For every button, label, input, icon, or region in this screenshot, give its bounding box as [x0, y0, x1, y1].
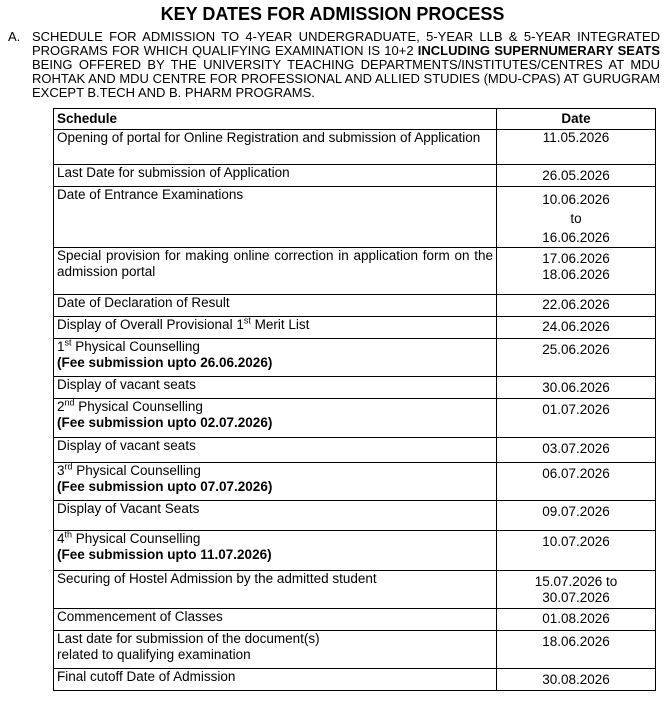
table-row — [54, 165, 656, 187]
schedule-cell — [54, 399, 497, 438]
intro-text-end: BEING OFFERED BY THE UNIVERSITY TEACHING DEPARTMENTS/INSTITUTES/CENTRES AT MDU ROHTAK AND MDU CENTRE FOR PROFESSIONAL AND ALLIED STUDIES (MDU-CPAS) AT GURUGRAM EXCEPT B.TECH AND B. PHARM PROGRAMS. — [32, 57, 660, 100]
intro-paragraph — [8, 30, 660, 100]
date-value: 15.07.2026 to — [534, 574, 618, 589]
schedule-cell — [54, 377, 497, 399]
date-cell — [497, 501, 656, 531]
table-row — [54, 501, 656, 531]
schedule-cell — [54, 187, 497, 248]
schedule-text: Date of Entrance Examinations — [57, 187, 244, 202]
schedule-cell — [54, 609, 497, 631]
date-value: 25.06.2026 — [542, 342, 610, 357]
date-cell — [497, 531, 656, 571]
table-row — [54, 571, 656, 609]
date-value: 11.05.2026 — [542, 130, 610, 145]
date-cell — [497, 295, 656, 317]
schedule-cell — [54, 631, 497, 669]
date-value: 30.07.2026 — [542, 590, 610, 605]
schedule-cell — [54, 248, 497, 295]
schedule-cell — [54, 165, 497, 187]
date-cell — [497, 130, 656, 165]
schedule-cell — [54, 130, 497, 165]
date-value: 09.07.2026 — [542, 504, 610, 519]
date-cell — [497, 248, 656, 295]
ordinal-number: 2 — [57, 399, 65, 414]
date-value: 10.07.2026 — [542, 534, 610, 549]
date-value: 01.07.2026 — [542, 402, 610, 417]
schedule-text: Commencement of Classes — [57, 609, 223, 624]
table-row — [54, 317, 656, 339]
schedule-text-end: Merit List — [250, 317, 310, 332]
date-value: 24.06.2026 — [542, 319, 610, 334]
schedule-text: Display of vacant seats — [57, 377, 196, 392]
intro-bold-text: INCLUDING SUPERNUMERARY SEATS — [417, 43, 660, 58]
date-value: 16.06.2026 — [542, 230, 610, 245]
schedule-text: Securing of Hostel Admission by the admitted student — [57, 571, 377, 586]
date-value: 10.06.2026 — [542, 192, 610, 207]
schedule-cell — [54, 501, 497, 531]
schedule-text: Display of Vacant Seats — [57, 501, 200, 516]
table-row — [54, 669, 656, 691]
date-value: 30.06.2026 — [542, 380, 610, 395]
date-value: to — [570, 211, 582, 226]
ordinal-number: 4 — [57, 531, 65, 546]
date-value: 30.08.2026 — [542, 672, 610, 687]
date-cell — [497, 571, 656, 609]
schedule-table — [53, 108, 656, 691]
schedule-text: Opening of portal for Online Registration and submission of Application — [57, 130, 481, 145]
table-row — [54, 438, 656, 463]
date-cell — [497, 187, 656, 248]
table-header-row — [54, 109, 656, 130]
schedule-text: Special provision for making online correction in application form on the admission portal — [57, 248, 493, 279]
date-cell — [497, 339, 656, 377]
table-row — [54, 631, 656, 669]
table-row — [54, 463, 656, 501]
schedule-cell — [54, 463, 497, 501]
ordinal-suffix: nd — [64, 397, 75, 408]
schedule-cell — [54, 531, 497, 571]
schedule-cell — [54, 438, 497, 463]
date-value: 26.05.2026 — [542, 168, 610, 183]
schedule-cell — [54, 295, 497, 317]
date-cell — [497, 463, 656, 501]
table-row — [54, 377, 656, 399]
schedule-text: Last Date for submission of Application — [57, 165, 290, 180]
ordinal-suffix: st — [64, 337, 72, 348]
fee-note: (Fee submission upto 02.07.2026) — [57, 415, 273, 430]
date-value: 06.07.2026 — [542, 466, 610, 481]
date-value: 17.06.2026 — [542, 251, 610, 266]
ordinal-number: 3 — [57, 463, 65, 478]
schedule-text: Physical Counselling — [72, 531, 201, 546]
date-value: 18.06.2026 — [542, 267, 610, 282]
schedule-text: Physical Counselling — [74, 399, 203, 414]
date-cell — [497, 399, 656, 438]
ordinal-number: 1 — [57, 339, 65, 354]
intro-text — [32, 30, 660, 100]
table-row — [54, 248, 656, 295]
table-row — [54, 295, 656, 317]
table-row — [54, 609, 656, 631]
date-value: 01.08.2026 — [542, 611, 610, 626]
intro-text-start: SCHEDULE FOR ADMISSION TO 4-YEAR UNDERGRADUATE, 5-YEAR LLB & 5-YEAR INTEGRATED PROGRAMS FOR WHICH QUALIFYING EXAMINATION IS 10+2 — [32, 29, 660, 58]
date-cell — [497, 317, 656, 339]
schedule-text: Final cutoff Date of Admission — [57, 669, 236, 684]
ordinal-suffix: th — [64, 529, 73, 540]
date-cell — [497, 631, 656, 669]
table-row — [54, 531, 656, 571]
schedule-cell — [54, 317, 497, 339]
schedule-cell — [54, 339, 497, 377]
date-cell — [497, 669, 656, 691]
table-row — [54, 339, 656, 377]
header-date: Date — [497, 109, 656, 130]
schedule-text: Physical Counselling — [71, 339, 200, 354]
ordinal-suffix: rd — [64, 461, 73, 472]
schedule-text: Physical Counselling — [72, 463, 201, 478]
schedule-text: Date of Declaration of Result — [57, 295, 230, 310]
header-schedule: Schedule — [54, 109, 497, 130]
schedule-text: Display of Overall Provisional 1 — [57, 317, 244, 332]
schedule-text-line2: related to qualifying examination — [57, 647, 251, 662]
fee-note: (Fee submission upto 07.07.2026) — [57, 479, 273, 494]
date-cell — [497, 165, 656, 187]
page-title: KEY DATES FOR ADMISSION PROCESS — [160, 4, 505, 24]
schedule-cell — [54, 669, 497, 691]
date-cell — [497, 438, 656, 463]
section-marker: A. — [8, 29, 21, 44]
fee-note: (Fee submission upto 11.07.2026) — [57, 547, 272, 562]
table-row — [54, 130, 656, 165]
table-row — [54, 399, 656, 438]
date-value: 03.07.2026 — [542, 441, 610, 456]
schedule-text: Display of vacant seats — [57, 438, 196, 453]
date-value: 22.06.2026 — [542, 297, 610, 312]
table-body — [54, 130, 656, 691]
date-cell — [497, 377, 656, 399]
schedule-text: Last date for submission of the document(s) — [57, 631, 320, 646]
date-value: 18.06.2026 — [542, 634, 610, 649]
date-cell — [497, 609, 656, 631]
fee-note: (Fee submission upto 26.06.2026) — [57, 355, 273, 370]
schedule-cell — [54, 571, 497, 609]
table-row — [54, 187, 656, 248]
ordinal-suffix: st — [243, 315, 251, 326]
